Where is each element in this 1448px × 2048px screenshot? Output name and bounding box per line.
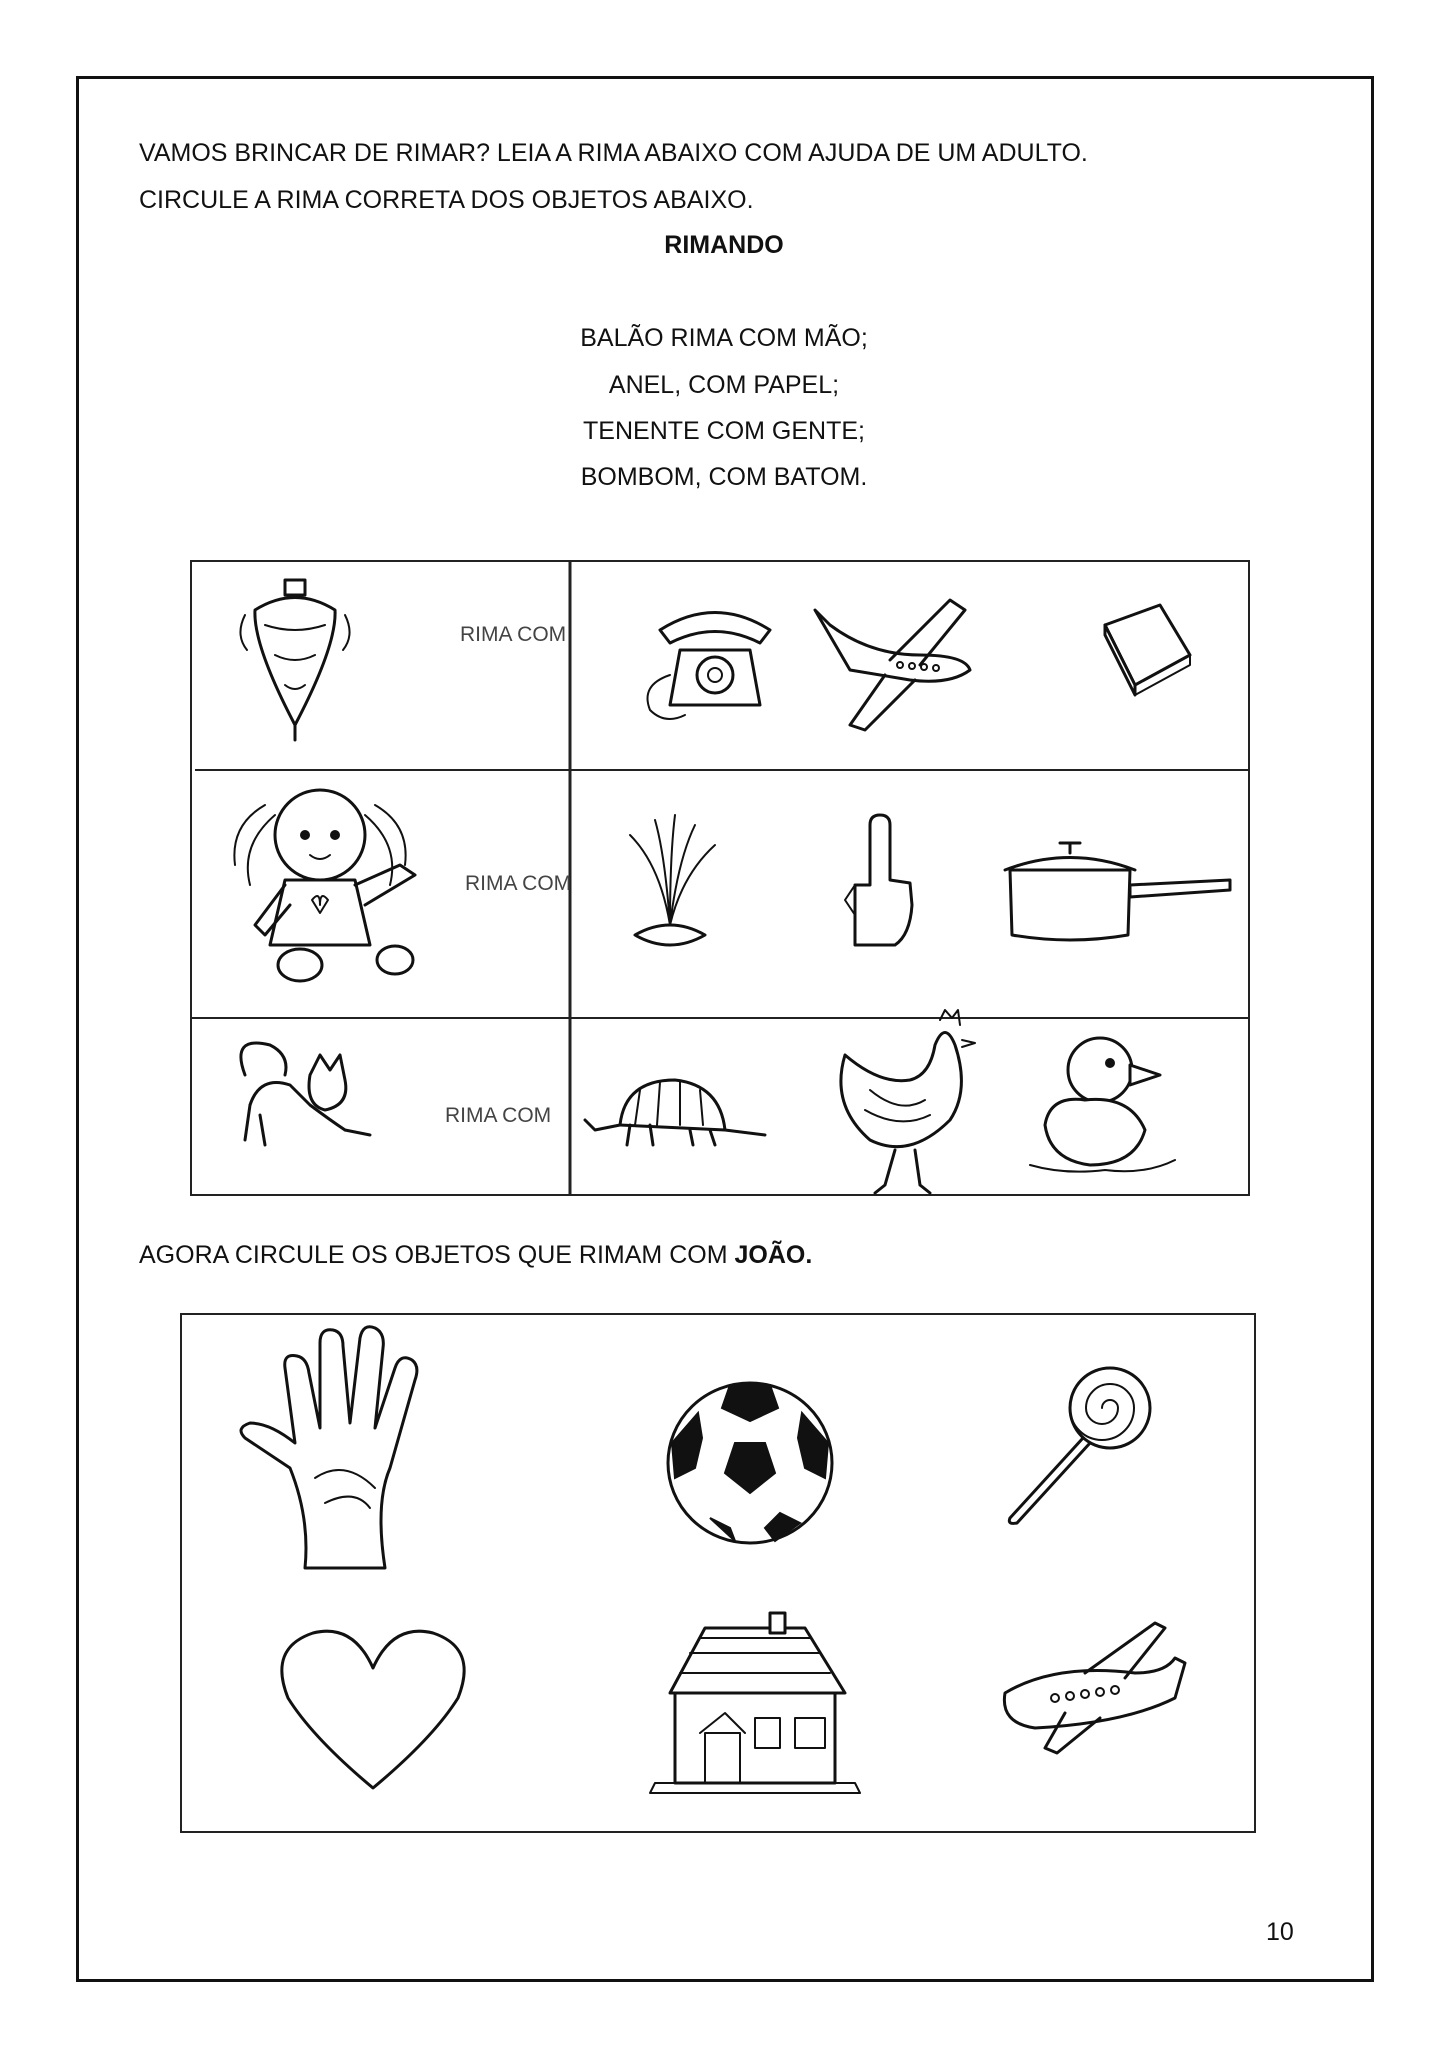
joao-items-box: [180, 1313, 1256, 1833]
joao-prompt-text: AGORA CIRCULE OS OBJETOS QUE RIMAM COM: [139, 1241, 735, 1269]
airplane-icon: [815, 600, 970, 730]
poem-line-3: TENENTE COM GENTE;: [583, 417, 865, 445]
telephone-icon: [648, 613, 771, 720]
airplane-icon-2: [1004, 1623, 1185, 1753]
book-icon: [1105, 605, 1190, 695]
duck-icon: [1030, 1038, 1175, 1172]
armadillo-icon: [585, 1080, 765, 1145]
poem-title: RIMANDO: [664, 231, 784, 259]
chicken-icon: [841, 1010, 975, 1193]
cat-icon: [241, 1043, 370, 1145]
instruction-line-2: CIRCULE A RIMA CORRETA DOS OBJETOS ABAIXO.: [139, 186, 754, 214]
rima-com-label-2: RIMA COM: [465, 872, 572, 895]
rima-com-label-1: RIMA COM: [460, 623, 567, 646]
ball-icon: [668, 1383, 832, 1543]
doll-icon: [234, 790, 415, 981]
pan-icon: [1005, 843, 1230, 940]
plant-icon: [630, 815, 715, 945]
rima-com-label-3: RIMA COM: [445, 1104, 552, 1127]
spinning-top-icon: [240, 580, 349, 740]
finger-icon: [845, 815, 912, 945]
poem-line-4: BOMBOM, COM BATOM.: [580, 463, 868, 491]
lollipop-icon: [1009, 1368, 1150, 1523]
poem-line-2: ANEL, COM PAPEL;: [608, 371, 840, 399]
instruction-line-1: VAMOS BRINCAR DE RIMAR? LEIA A RIMA ABAIXO COM AJUDA DE UM ADULTO.: [139, 139, 1088, 167]
poem-line-1: BALÃO RIMA COM MÃO;: [580, 324, 868, 352]
heart-icon: [282, 1631, 464, 1788]
page-number: 10: [1266, 1918, 1294, 1946]
house-icon: [650, 1613, 860, 1793]
joao-prompt-bold: JOÃO.: [734, 1241, 813, 1269]
hand-icon: [241, 1327, 417, 1568]
rhyme-table: [190, 560, 1250, 1196]
joao-prompt: [139, 1240, 812, 1270]
